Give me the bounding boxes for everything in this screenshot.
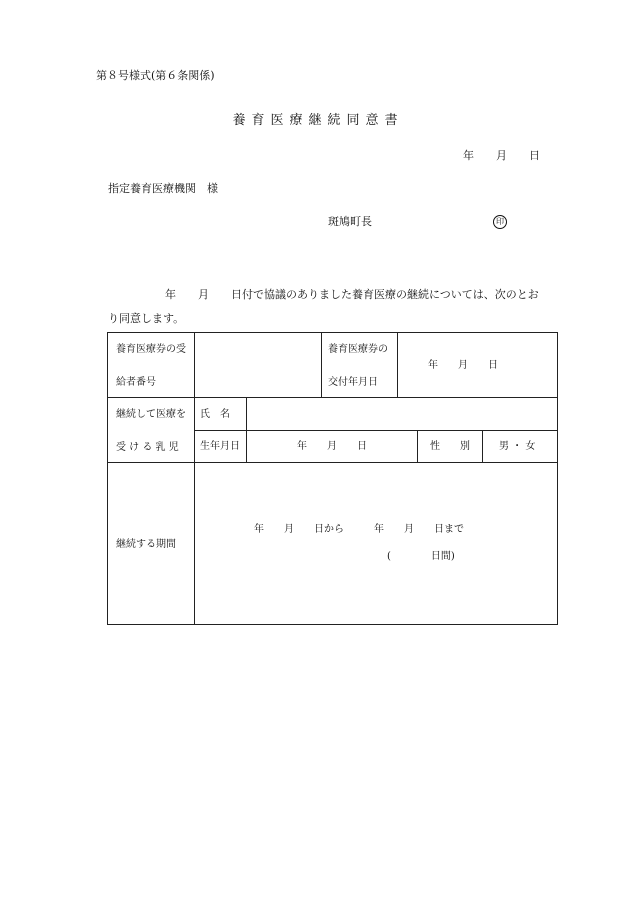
sex-value: 男 ・ 女: [499, 441, 536, 452]
period-value: 年 月 日から 年 月 日まで: [254, 524, 464, 535]
issue-date-label-cont: 交付年月日: [328, 377, 378, 388]
infant-label-cont: 受 け る 乳 児: [116, 442, 179, 453]
birthdate-label: 生年月日: [200, 441, 240, 452]
table-divider: [417, 430, 418, 462]
table-divider: [482, 430, 483, 462]
date-day-label: 日: [529, 149, 540, 162]
period-days: ( 日間): [387, 551, 455, 562]
table-divider: [108, 462, 557, 463]
page-title: 養育医療継続同意書: [232, 113, 404, 128]
sex-label: 性 別: [430, 441, 470, 452]
table-divider: [108, 397, 557, 398]
recipient-number-label-cont: 給者番号: [116, 377, 156, 388]
name-label: 氏 名: [200, 409, 230, 420]
period-label: 継続する期間: [116, 539, 176, 550]
sender-name: 斑鳩町長: [328, 215, 372, 228]
body-text-line-2: り同意します。: [108, 312, 185, 325]
table-divider: [397, 333, 398, 397]
table-divider: [194, 333, 195, 624]
table-divider: [246, 397, 247, 462]
form-number: 第８号様式(第６条関係): [96, 69, 215, 82]
consent-form-table: [107, 332, 558, 625]
date-month-label: 月: [496, 149, 507, 162]
addressee: 指定養育医療機関 様: [108, 182, 218, 195]
recipient-number-label: 養育医療券の受: [116, 344, 186, 355]
date-year-label: 年: [463, 149, 474, 162]
infant-label: 継続して医療を: [116, 409, 186, 420]
seal-mark: 印: [493, 215, 507, 229]
table-divider: [321, 333, 322, 397]
birthdate-value: 年 月 日: [297, 441, 367, 452]
issue-date-label: 養育医療券の: [328, 344, 388, 355]
body-text-line-1: 年 月 日付で協議のありました養育医療の継続については、次のとお: [165, 288, 539, 301]
issue-date-line: [463, 150, 540, 161]
issue-date-value: 年 月 日: [428, 360, 498, 371]
table-divider: [194, 430, 557, 431]
